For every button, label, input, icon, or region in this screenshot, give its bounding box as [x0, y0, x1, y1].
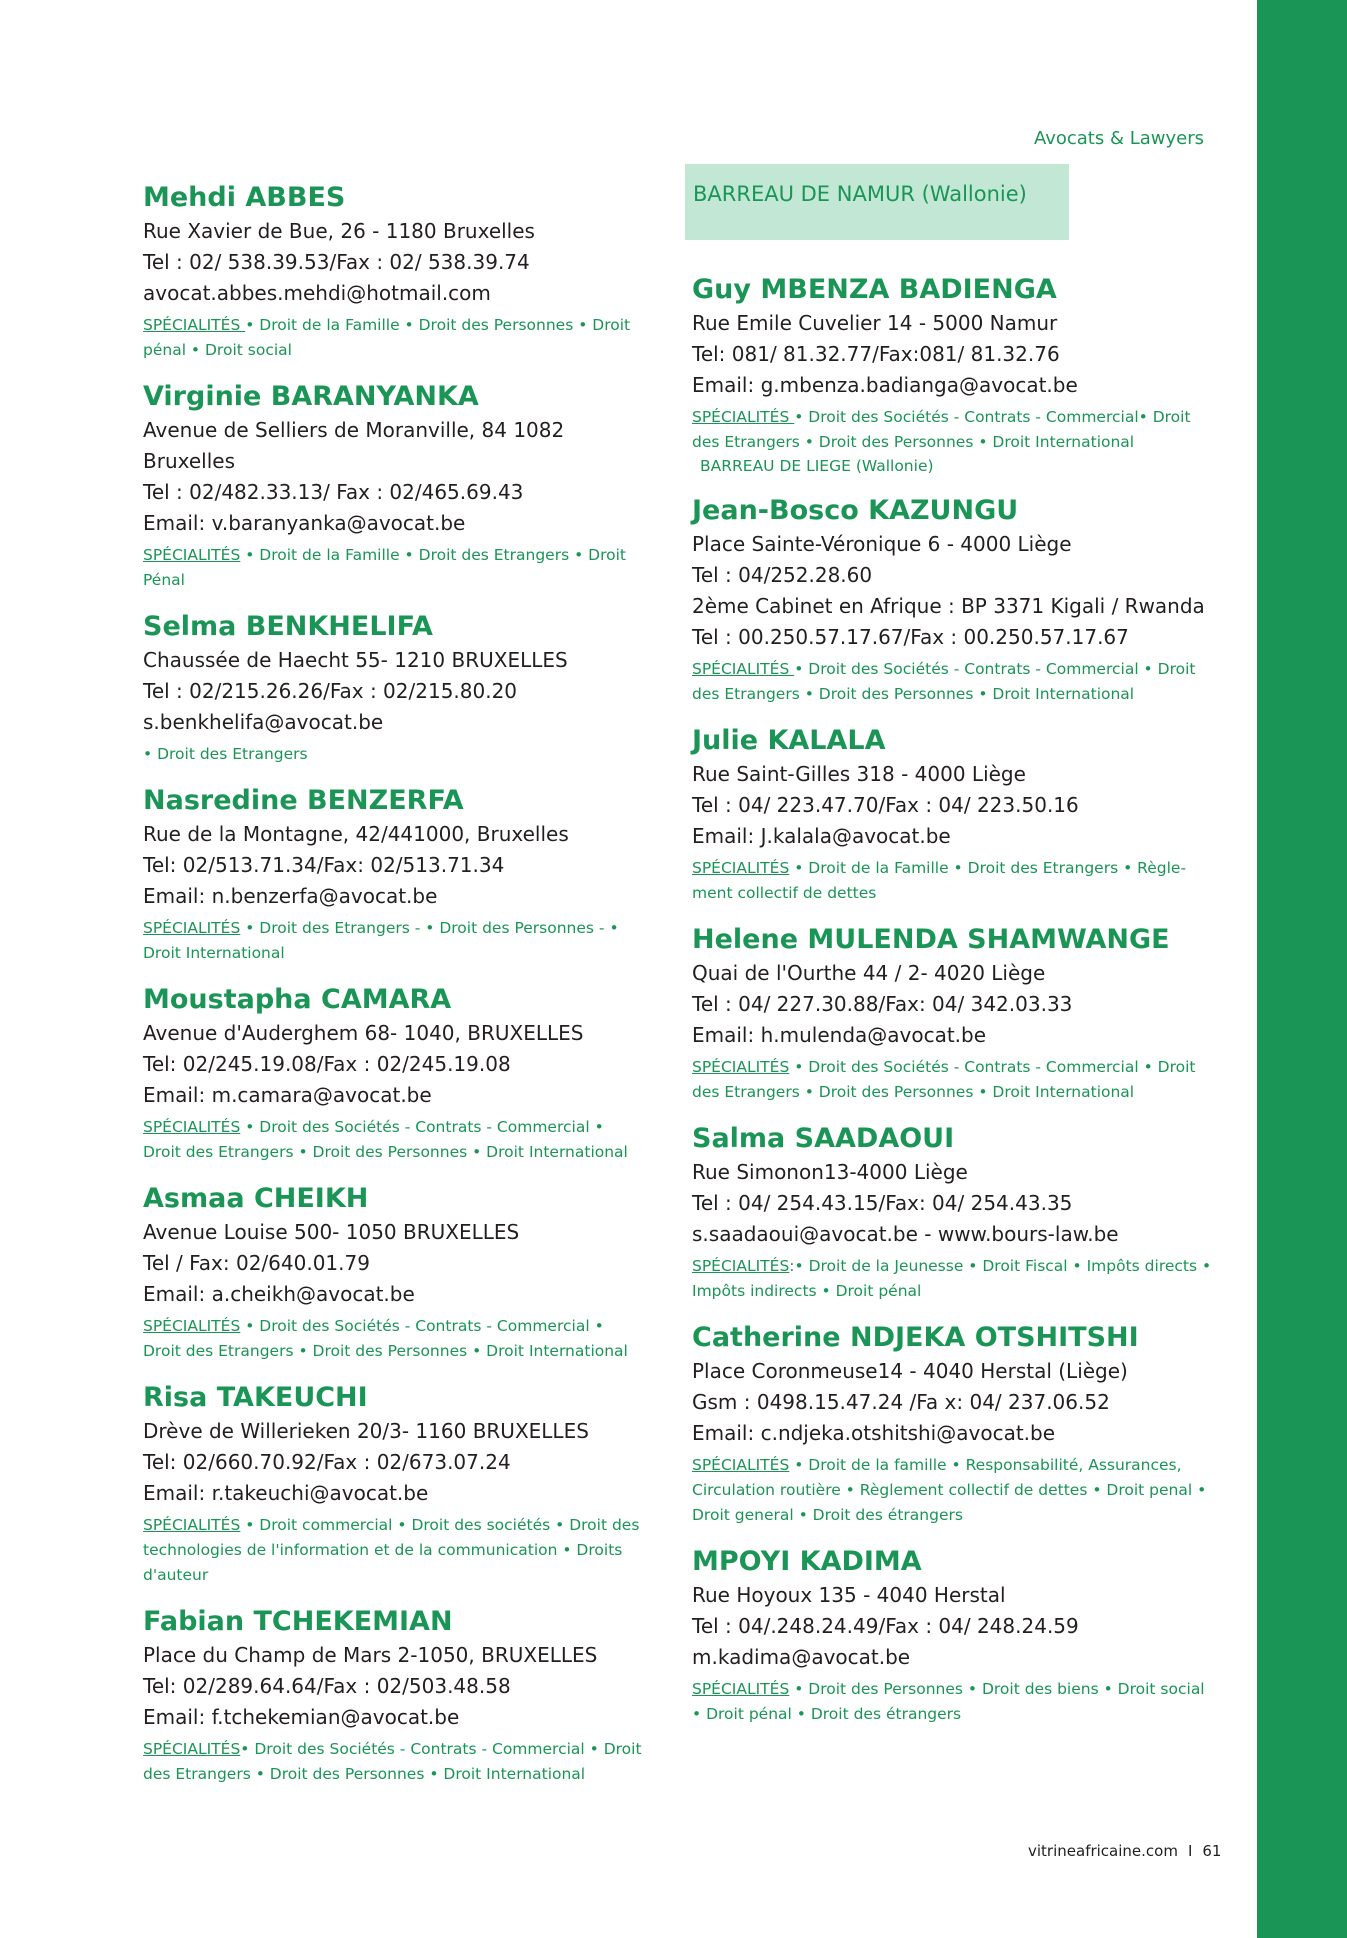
specialities [143, 1737, 643, 1787]
specialities-text: • Droit des Etrangers - • Droit des Personnes - • Droit International [143, 919, 619, 962]
lawyer-entry [143, 1380, 643, 1588]
lawyer-name: Salma SAADAOUI [692, 1123, 955, 1154]
specialities-text: • Droit commercial • Droit des sociétés • Droit des technologies de l'information et de la communication • Droits d'auteur [143, 1516, 640, 1584]
specialities [692, 1677, 1212, 1727]
specialities-text: • Droit de la Famille • Droit des Etrangers • Droit Pénal [143, 546, 626, 589]
specialities-label: SPÉCIALITÉS [143, 1317, 241, 1335]
specialities [692, 1453, 1212, 1528]
email-line: Email: n.benzerfa@avocat.be [143, 884, 438, 908]
specialities-text: • Droit de la Famille • Droit des Etrangers • Règle-ment collectif de dettes [692, 859, 1187, 902]
barreau-liege-header: BARREAU DE LIEGE (Wallonie) [700, 457, 934, 475]
lawyer-entry [692, 1320, 1212, 1528]
lawyer-name: Mehdi ABBES [143, 182, 346, 213]
phone-line: Tel : 04/ 227.30.88/Fax: 04/ 342.03.33 [692, 992, 1073, 1016]
lawyer-name: Nasredine BENZERFA [143, 785, 464, 816]
section-label: Avocats & Lawyers [1033, 128, 1204, 149]
specialities-text: • Droit des Sociétés - Contrats - Commercial • Droit des Etrangers • Droit des Personnes • Droit International [692, 660, 1196, 703]
specialities-label: SPÉCIALITÉS [143, 919, 241, 937]
phone-line: Tel / Fax: 02/640.01.79 [143, 1251, 370, 1275]
phone-line: Tel : 02/482.33.13/ Fax : 02/465.69.43 [143, 480, 524, 504]
barreau-namur-header: BARREAU DE NAMUR (Wallonie) [685, 164, 1069, 240]
page-footer [1028, 1842, 1221, 1860]
specialities-text: • Droit des Sociétés - Contrats - Commercial • Droit des Etrangers • Droit des Personnes • Droit International [143, 1118, 628, 1161]
specialities-label: SPÉCIALITÉS [143, 1516, 241, 1534]
lawyer-name: Selma BENKHELIFA [143, 611, 433, 642]
address-line: Avenue de Selliers de Moranville, 84 1082 [143, 418, 565, 442]
specialities-label: SPÉCIALITÉS [692, 408, 795, 426]
lawyer-entry [692, 723, 1212, 906]
phone-line: Tel: 02/660.70.92/Fax : 02/673.07.24 [143, 1450, 511, 1474]
specialities-label: SPÉCIALITÉS [143, 316, 246, 334]
phone-line: Tel : 02/ 538.39.53/Fax : 02/ 538.39.74 [143, 250, 530, 274]
specialities-text: • Droit des Sociétés - Contrats - Commercial • Droit des Etrangers • Droit des Personnes • Droit International [143, 1740, 642, 1783]
specialities-label: SPÉCIALITÉS [692, 1257, 790, 1275]
phone-line: Tel: 02/245.19.08/Fax : 02/245.19.08 [143, 1052, 511, 1076]
phone-line: Tel : 04/ 254.43.15/Fax: 04/ 254.43.35 [692, 1191, 1073, 1215]
lawyer-entry [143, 379, 643, 593]
specialities-text: • Droit des Personnes • Droit des biens • Droit social • Droit pénal • Droit des étrangers [692, 1680, 1205, 1723]
specialities-label: SPÉCIALITÉS [143, 1740, 241, 1758]
lawyer-entry [692, 1121, 1212, 1304]
address-line: Drève de Willerieken 20/3- 1160 BRUXELLES [143, 1419, 589, 1443]
lawyer-entry [143, 783, 643, 966]
phone-line: Tel : 02/215.26.26/Fax : 02/215.80.20 [143, 679, 518, 703]
email-line: Email: a.cheikh@avocat.be [143, 1282, 415, 1306]
phone-line: Tel : 00.250.57.17.67/Fax : 00.250.57.17.67 [692, 625, 1129, 649]
second-office-line: 2ème Cabinet en Afrique : BP 3371 Kigali / Rwanda [692, 594, 1205, 618]
address-line: Rue Xavier de Bue, 26 - 1180 Bruxelles [143, 219, 535, 243]
email-line: Email: f.tchekemian@avocat.be [143, 1705, 460, 1729]
lawyer-name: Risa TAKEUCHI [143, 1382, 368, 1413]
lawyer-name: Jean-Bosco KAZUNGU [692, 495, 1019, 526]
email-line: Email: m.camara@avocat.be [143, 1083, 432, 1107]
right-column [692, 272, 1212, 1743]
lawyer-name: MPOYI KADIMA [692, 1546, 922, 1577]
lawyer-entry [143, 982, 643, 1165]
phone-line: Tel : 04/ 223.47.70/Fax : 04/ 223.50.16 [692, 793, 1079, 817]
specialities-label: SPÉCIALITÉS [143, 546, 241, 564]
specialities [143, 1115, 643, 1165]
phone-line: Tel: 02/289.64.64/Fax : 02/503.48.58 [143, 1674, 511, 1698]
specialities [143, 916, 643, 966]
address-line: Rue Simonon13-4000 Liège [692, 1160, 968, 1184]
specialities-label: SPÉCIALITÉS [692, 1456, 790, 1474]
specialities [692, 1055, 1212, 1105]
address-line: Place du Champ de Mars 2-1050, BRUXELLES [143, 1643, 598, 1667]
address-line: Chaussée de Haecht 55- 1210 BRUXELLES [143, 648, 568, 672]
specialities [143, 543, 643, 593]
specialities-text: • Droit des Etrangers [143, 745, 308, 763]
lawyer-name: Virginie BARANYANKA [143, 381, 479, 412]
email-line: Email: c.ndjeka.otshitshi@avocat.be [692, 1421, 1056, 1445]
lawyer-name: Fabian TCHEKEMIAN [143, 1606, 453, 1637]
phone-line: Tel : 04/252.28.60 [692, 563, 873, 587]
specialities-label: SPÉCIALITÉS [692, 660, 795, 678]
lawyer-entry [692, 922, 1212, 1105]
email-line: m.kadima@avocat.be [692, 1645, 911, 1669]
footer-site: vitrineafricaine.com [1028, 1842, 1178, 1860]
address-line: Place Coronmeuse14 - 4040 Herstal (Liège) [692, 1359, 1128, 1383]
specialities [692, 856, 1212, 906]
lawyer-name: Guy MBENZA BADIENGA [692, 274, 1057, 305]
lawyer-name: Catherine NDJEKA OTSHITSHI [692, 1322, 1139, 1353]
address-line: Bruxelles [143, 449, 235, 473]
specialities [143, 1314, 643, 1364]
specialities [143, 1513, 643, 1588]
specialities [143, 313, 643, 363]
lawyer-entry [143, 1181, 643, 1364]
phone-line: Tel : 04/.248.24.49/Fax : 04/ 248.24.59 [692, 1614, 1079, 1638]
email-line: Email: g.mbenza.badianga@avocat.be [692, 373, 1078, 397]
phone-line: Gsm : 0498.15.47.24 /Fa x: 04/ 237.06.52 [692, 1390, 1110, 1414]
specialities-text: • Droit des Sociétés - Contrats - Commercial • Droit des Etrangers • Droit des Personnes • Droit International [692, 1058, 1196, 1101]
lawyer-name: Julie KALALA [692, 725, 886, 756]
email-line: s.benkhelifa@avocat.be [143, 710, 384, 734]
address-line: Avenue d'Auderghem 68- 1040, BRUXELLES [143, 1021, 584, 1045]
lawyer-name: Moustapha CAMARA [143, 984, 452, 1015]
email-line: Email: h.mulenda@avocat.be [692, 1023, 987, 1047]
address-line: Avenue Louise 500- 1050 BRUXELLES [143, 1220, 520, 1244]
specialities-label: SPÉCIALITÉS [692, 859, 790, 877]
lawyer-entry [692, 1544, 1212, 1727]
lawyer-entry [143, 1604, 643, 1787]
specialities-label: SPÉCIALITÉS [692, 1680, 790, 1698]
specialities-text: :• Droit de la Jeunesse • Droit Fiscal • Impôts directs • Impôts indirects • Droit pénal [692, 1257, 1212, 1300]
specialities-text: • Droit des Sociétés - Contrats - Commercial • Droit des Etrangers • Droit des Personnes • Droit International [143, 1317, 628, 1360]
lawyer-name: Asmaa CHEIKH [143, 1183, 369, 1214]
specialities [692, 657, 1212, 707]
specialities-text: • Droit de la famille • Responsabilité, Assurances, Circulation routière • Règlement collectif de dettes • Droit penal • Droit general • Droit des étrangers [692, 1456, 1207, 1524]
address-line: Place Sainte-Véronique 6 - 4000 Liège [692, 532, 1072, 556]
lawyer-entry [143, 609, 643, 767]
email-line: Email: r.takeuchi@avocat.be [143, 1481, 429, 1505]
address-line: Quai de l'Ourthe 44 / 2- 4020 Liège [692, 961, 1046, 985]
lawyer-entry [692, 493, 1212, 707]
left-column [143, 180, 643, 1803]
email-line: Email: J.kalala@avocat.be [692, 824, 951, 848]
email-line: s.saadaoui@avocat.be - www.bours-law.be [692, 1222, 1119, 1246]
lawyer-entry [143, 180, 643, 363]
address-line: Rue Hoyoux 135 - 4040 Herstal [692, 1583, 1006, 1607]
lawyer-entry [692, 272, 1212, 477]
specialities [692, 1254, 1212, 1304]
specialities [692, 405, 1212, 455]
specialities-text: • Droit de la Famille • Droit des Personnes • Droit pénal • Droit social [143, 316, 631, 359]
lawyer-name: Helene MULENDA SHAMWANGE [692, 924, 1170, 955]
footer-separator: I [1187, 1842, 1193, 1860]
address-line: Rue Saint-Gilles 318 - 4000 Liège [692, 762, 1026, 786]
address-line: Rue de la Montagne, 42/441000, Bruxelles [143, 822, 569, 846]
specialities [143, 742, 643, 767]
email-line: avocat.abbes.mehdi@hotmail.com [143, 281, 491, 305]
specialities-label: SPÉCIALITÉS [692, 1058, 790, 1076]
green-sidebar [1257, 0, 1347, 1938]
specialities-text: • Droit des Sociétés - Contrats - Commercial• Droit des Etrangers • Droit des Personnes • Droit International [692, 408, 1191, 451]
page-number: 61 [1202, 1842, 1222, 1860]
phone-line: Tel: 02/513.71.34/Fax: 02/513.71.34 [143, 853, 505, 877]
email-line: Email: v.baranyanka@avocat.be [143, 511, 466, 535]
address-line: Rue Emile Cuvelier 14 - 5000 Namur [692, 311, 1058, 335]
specialities-label: SPÉCIALITÉS [143, 1118, 241, 1136]
phone-line: Tel: 081/ 81.32.77/Fax:081/ 81.32.76 [692, 342, 1060, 366]
